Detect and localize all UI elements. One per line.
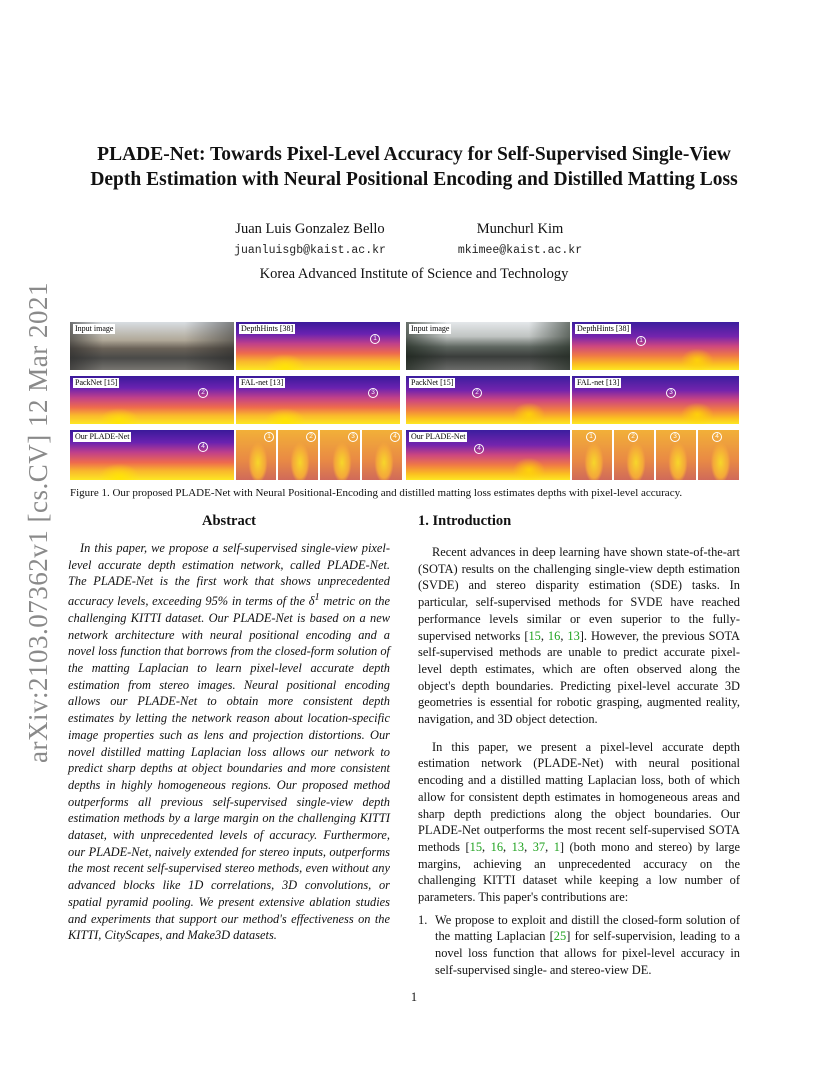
author-email: mkimee@kaist.ac.kr <box>457 244 583 257</box>
marker-circle: 1 <box>636 336 646 346</box>
crop-panel <box>362 430 402 480</box>
marker-circle: 2 <box>628 432 638 442</box>
crop-panel <box>278 430 318 480</box>
crop-panel <box>698 430 739 480</box>
figure-caption: Figure 1. Our proposed PLADE-Net with Neural Positional-Encoding and distilled matting loss estimates depths with pixel-level accuracy. <box>70 487 683 499</box>
citation-link[interactable]: 15 <box>528 628 541 643</box>
panel-label: FAL-net [13] <box>241 378 284 387</box>
packnet-panel-1 <box>70 376 234 424</box>
list-number: 1. <box>418 912 428 927</box>
panel-label: DepthHints [38] <box>241 324 294 333</box>
panel-label: PackNet [15] <box>75 378 118 387</box>
citation-link[interactable]: 16 <box>547 628 561 643</box>
panel-label: Input image <box>411 324 450 333</box>
citation-link[interactable]: 25 <box>553 929 567 944</box>
author-2 <box>440 221 600 257</box>
input-image-panel-2 <box>406 322 570 370</box>
intro-paragraph-2: In this paper, we present a pixel-level accurate depth estimation network (PLADE-Net) with neural positional encoding and a distilled matting Laplacian loss, both of which allow for consistent depth estimates in homogeneous areas and sharp depth predictions along the object boundaries. Our PLADE-Net outperforms the most recent self-supervised SOTA methods [15, 16, 13, 37, 1] (both mono and stereo) by large margins, achieving an unprecedented accuracy on the challenging KITTI dataset while keeping a low number of parameters. This paper's contributions are: <box>418 739 741 905</box>
marker-circle: 1 <box>370 334 380 344</box>
text-part: ] for self-supervision, leading to a novel loss function that allows for pixel-level accuracy in self-supervised single- and stereo-view DE. <box>435 929 740 977</box>
author-name: Juan Luis Gonzalez Bello <box>235 221 385 237</box>
delta-superscript: 1 <box>314 592 320 604</box>
marker-circle: 3 <box>670 432 680 442</box>
contribution-text <box>435 912 740 979</box>
left-column <box>68 513 390 944</box>
intro-paragraph-1: Recent advances in deep learning have shown state-of-the-art (SOTA) results on the challenging single-view depth estimation (SVDE) and stereo disparity estimation (SDE) tasks. In particular, self-supervised methods for SVDE have reached performance levels similar or even superior to the fully-supervised networks [15, 16, 13]. However, the previous SOTA self-supervised methods are unable to predict accurate pixel-level depth estimates, which are often observed along the object's depth boundaries. Predicting pixel-level accurate 3D geometries is essential for robotic grasping, augmented reality, navigation, and 3D object detection. <box>418 545 740 727</box>
plade-panel-1 <box>70 430 234 480</box>
text-part: ] (both mono and stereo) by large margins, achieving an unprecedented accuracy on the challenging KITTI dataset while keeping a low number of parameters. This paper's contributions are: <box>418 839 741 905</box>
author-email: juanluisgb@kaist.ac.kr <box>234 244 386 257</box>
introduction-heading: 1. Introduction <box>418 513 512 529</box>
marker-circle: 4 <box>712 432 722 442</box>
crop-panel <box>572 430 612 480</box>
panel-label: PackNet [15] <box>411 378 454 387</box>
author-1 <box>225 221 395 257</box>
arxiv-stamp <box>8 282 68 763</box>
marker-circle: 3 <box>368 388 378 398</box>
figure-1 <box>70 322 739 480</box>
packnet-panel-2 <box>406 376 570 424</box>
marker-circle: 4 <box>474 444 484 454</box>
paper-title <box>70 142 758 192</box>
affiliation: Korea Advanced Institute of Science and Technology <box>259 266 569 282</box>
text-part: In this paper, we present a pixel-level accurate depth estimation network (PLADE-Net) with neural positional encoding and a distilled matting Laplacian loss, both of which allow for consistent depth estimates in homogeneous areas and sharp depth predictions along the object boundaries. Our PLADE-Net outperforms the most recent self-supervised SOTA methods [ <box>418 739 740 854</box>
author-block <box>0 221 828 261</box>
citation-link[interactable]: 15 <box>469 839 483 854</box>
text-part: We propose to exploit and distill the closed-form solution of the matting Laplacian [ <box>435 912 740 944</box>
contribution-item-1 <box>418 912 740 979</box>
falnet-panel-2 <box>572 376 739 424</box>
panel-label: Our PLADE-Net <box>75 432 130 441</box>
marker-circle: 2 <box>306 432 316 442</box>
abstract-text-part: metric on the challenging KITTI dataset. Our PLADE-Net is based on a new network architecture with neural positional encoding and a novel loss function that borrows from the closed-form solution of the matting Laplacian to learn pixel-level accurate depth estimation from stereo images. Neural positional encoding allows our PLADE-Net to obtain more consistent depth estimates by letting the network reason about location-specific image properties such as lens and projection distortions. Our novel distilled matting Laplacian loss allows our network to predict sharp depths at object boundaries and more consistent depths in highly homogeneous regions. Our proposed method outperforms all previous self-supervised single-view depth estimation methods by a large margin on the challenging KITTI dataset, with unprecedented levels of accuracy. Furthermore, our PLADE-Net, naively extended for stereo inputs, outperforms the most recent self-supervised stereo methods, even without any advanced blocks like 1D correlations, 3D convolutions, or spatial pyramid pooling. We present extensive ablation studies and experiments that support our method's effectiveness on the KITTI, CityScapes, and Make3D datasets. <box>68 594 390 943</box>
text-part: ]. However, the previous SOTA self-supervised methods are unable to predict accurate pixel-level depth estimates, which are often observed along the object's depth boundaries. Predicting pixel-level accurate 3D geometries is essential for robotic grasping, augmented reality, navigation, and 3D object detection. <box>418 628 740 727</box>
citation-link[interactable]: 13 <box>567 628 580 643</box>
marker-circle: 3 <box>348 432 358 442</box>
citation-link[interactable]: 1 <box>553 839 560 854</box>
right-column <box>418 513 740 979</box>
marker-circle: 2 <box>198 388 208 398</box>
panel-label: FAL-net [13] <box>577 378 620 387</box>
abstract-text <box>68 540 390 944</box>
crop-panel <box>236 430 276 480</box>
citation-link[interactable]: 13 <box>511 839 525 854</box>
panel-label: Input image <box>75 324 114 333</box>
depthhints-panel-2 <box>572 322 739 370</box>
abstract-heading: Abstract <box>202 513 256 529</box>
title-line-2: Depth Estimation with Neural Positional Encoding and Distilled Matting Loss <box>90 169 738 190</box>
marker-circle: 4 <box>390 432 400 442</box>
page-number: 1 <box>410 990 418 1004</box>
arxiv-id: arXiv:2103.07362v1 [cs.CV] 12 Mar 2021 <box>22 282 53 763</box>
marker-circle: 1 <box>586 432 596 442</box>
citation-link[interactable]: 37 <box>532 839 546 854</box>
panel-label: DepthHints [38] <box>577 324 630 333</box>
citation-link[interactable]: 16 <box>490 839 504 854</box>
depthhints-panel-1 <box>236 322 400 370</box>
crop-panel <box>656 430 696 480</box>
marker-circle: 3 <box>666 388 676 398</box>
text-part: Recent advances in deep learning have shown state-of-the-art (SOTA) results on the challenging single-view depth estimation (SVDE) and stereo disparity estimation (SDE) tasks. In particular, self-supervised methods for SVDE have reached performance levels similar or even superior to the fully-supervised networks [ <box>418 545 740 643</box>
marker-circle: 1 <box>264 432 274 442</box>
input-image-panel-1 <box>70 322 234 370</box>
marker-circle: 2 <box>472 388 482 398</box>
panel-label: Our PLADE-Net <box>411 432 466 441</box>
author-name: Munchurl Kim <box>476 221 564 237</box>
crop-panel <box>614 430 654 480</box>
falnet-panel-1 <box>236 376 400 424</box>
crop-panel <box>320 430 360 480</box>
marker-circle: 4 <box>198 442 208 452</box>
plade-panel-2 <box>406 430 570 480</box>
delta-symbol: δ <box>308 594 315 609</box>
abstract-text-part: In this paper, we propose a self-supervised single-view pixel-level accurate depth estimation network, called PLADE-Net. The PLADE-Net is the first work that shows unprecedented accuracy levels, exceeding 95% in terms of the <box>68 541 390 609</box>
title-line-1: PLADE-Net: Towards Pixel-Level Accuracy for Self-Supervised Single-View <box>97 144 731 165</box>
